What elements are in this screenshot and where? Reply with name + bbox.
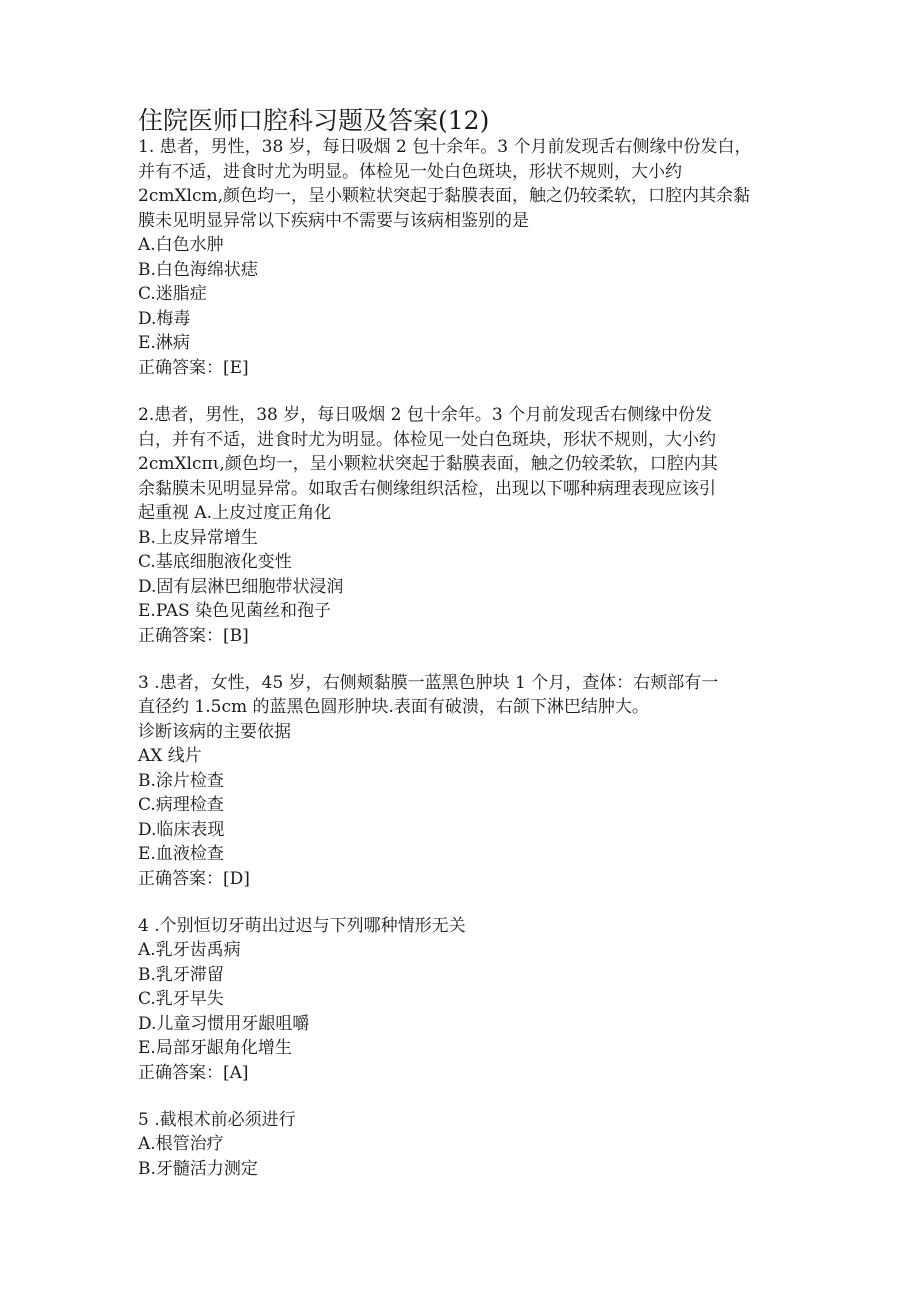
text-line: A.根管治疗 bbox=[138, 1134, 224, 1154]
text-line: D.固有层淋巴细胞带状浸润 bbox=[138, 577, 344, 597]
text-line: B.上皮异常增生 bbox=[138, 528, 258, 548]
text-line: 2cmXlcm,颜色均一，呈小颗粒状突起于黏膜表面，触之仍较柔软，口腔内其余黏 bbox=[138, 186, 751, 206]
text-line: 直径约 1.5cm 的蓝黑色圆形肿块.表面有破溃，右颌下淋巴结肿大。 bbox=[138, 697, 649, 717]
text-line: D.临床表现 bbox=[138, 820, 225, 840]
text-line: C.迷脂症 bbox=[138, 284, 207, 304]
text-line: D.梅毒 bbox=[138, 309, 191, 329]
text-line: E.淋病 bbox=[138, 333, 190, 353]
text-line: C.病理检查 bbox=[138, 795, 224, 815]
text-line: 并有不适，进食时尤为明显。体检见一处白色斑块，形状不规则，大小约 bbox=[138, 162, 682, 182]
text-line: 正确答案：[E] bbox=[138, 358, 249, 378]
text-line: 5 .截根术前必须进行 bbox=[138, 1110, 296, 1130]
text-line: C.乳牙早失 bbox=[138, 989, 224, 1009]
text-line: E.局部牙龈角化增生 bbox=[138, 1038, 292, 1058]
text-line: C.基底细胞液化变性 bbox=[138, 552, 292, 572]
text-line: B.白色海绵状痣 bbox=[138, 260, 258, 280]
text-line: 起重视 A.上皮过度正角化 bbox=[138, 503, 332, 523]
text-line: 诊断该病的主要依据 bbox=[138, 722, 291, 742]
text-line: E.PAS 染色见菌丝和孢子 bbox=[138, 601, 332, 621]
text-line: B.涂片检查 bbox=[138, 771, 224, 791]
text-line: 余黏膜未见明显异常。如取舌右侧缘组织活检，出现以下哪种病理表现应该引 bbox=[138, 479, 716, 499]
text-line: 正确答案：[B] bbox=[138, 626, 249, 646]
text-line: 3 .患者，女性，45 岁，右侧颊黏膜一蓝黑色肿块 1 个月，查体：右颊部有一 bbox=[138, 673, 719, 693]
text-line: AX 线片 bbox=[138, 746, 202, 766]
text-line: 2.患者，男性，38 岁，每日吸烟 2 包十余年。3 个月前发现舌右侧缘中份发 bbox=[138, 405, 713, 425]
text-line: E.血液检查 bbox=[138, 844, 224, 864]
text-line: B.牙髓活力测定 bbox=[138, 1159, 258, 1179]
text-line: 1. 患者，男性，38 岁，每日吸烟 2 包十余年。3 个月前发现舌右侧缘中份发白， bbox=[138, 137, 752, 157]
text-line: 2cmXlcπι,颜色均一，呈小颗粒状突起于黏膜表面，触之仍较柔软，口腔内其 bbox=[138, 454, 718, 474]
document-title: 住院医师口腔科习题及答案(12) bbox=[138, 106, 490, 135]
text-line: 白，并有不适，进食时尤为明显。体检见一处白色斑块，形状不规则，大小约 bbox=[138, 430, 716, 450]
text-line: B.乳牙滞留 bbox=[138, 965, 224, 985]
text-line: 4 .个别恒切牙萌出过迟与下列哪种情形无关 bbox=[138, 916, 466, 936]
text-line: 正确答案：[A] bbox=[138, 1063, 249, 1083]
text-line: 膜未见明显异常以下疾病中不需要与该病相鉴别的是 bbox=[138, 211, 529, 231]
text-line: 正确答案：[D] bbox=[138, 869, 250, 889]
text-line: D.儿童习惯用牙龈咀嚼 bbox=[138, 1014, 310, 1034]
text-line: A.白色水肿 bbox=[138, 235, 224, 255]
text-line: A.乳牙齿禹病 bbox=[138, 940, 241, 960]
